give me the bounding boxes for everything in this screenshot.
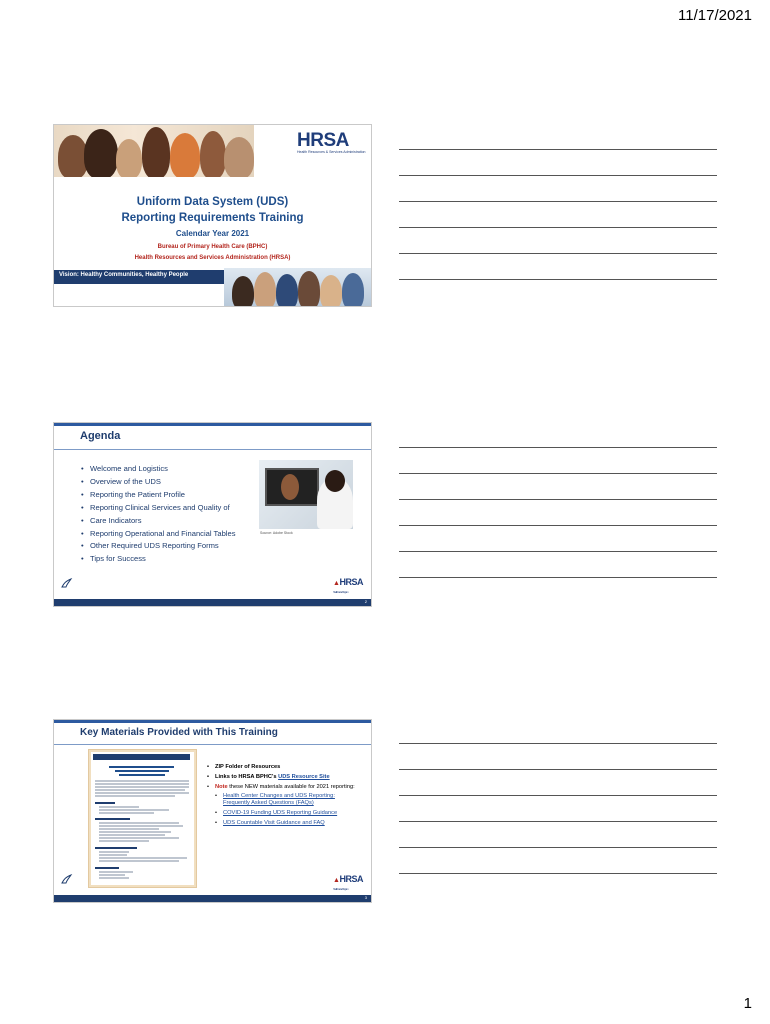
slide-1-title-line2: Reporting Requirements Training	[121, 212, 304, 224]
slide-3-key-materials	[53, 719, 372, 903]
page-number: 1	[743, 995, 752, 1012]
agenda-item: • Reporting Operational and Financial Tables	[81, 528, 236, 541]
materials-item: • Note these NEW materials available for 2021 reporting: • Health Center Changes and UDS Reporting: Frequently Asked Questions (FAQs) • COVID-19 Funding UDS Reporting Guidance • UDS Countable Visit Guidance and FAQ	[207, 784, 357, 827]
hrsa-logo: ▲HRSA Health Center Program	[333, 874, 363, 891]
faq-link[interactable]: Health Center Changes and UDS Reporting: Frequently Asked Questions (FAQs)	[223, 793, 335, 806]
agenda-item-continued: • Care Indicators	[81, 515, 236, 528]
slide-1-title	[53, 124, 372, 307]
hhs-eagle-icon	[61, 577, 73, 589]
slide-1-subtitle: Calendar Year 2021	[175, 229, 250, 238]
resource-document-thumbnail	[88, 749, 197, 888]
agenda-item: • Other Required UDS Reporting Forms	[81, 540, 236, 553]
vision-bar: Vision: Healthy Communities, Healthy People	[54, 270, 371, 284]
hhs-eagle-icon	[61, 873, 73, 885]
uds-resource-site-link[interactable]: UDS Resource Site	[278, 774, 330, 780]
print-date: 11/17/2021	[678, 7, 752, 24]
agenda-item: • Overview of the UDS	[81, 476, 236, 489]
header-photo-strip	[54, 125, 254, 177]
agenda-item: • Welcome and Logistics	[81, 463, 236, 476]
agenda-item: • Reporting Clinical Services and Quality of	[81, 502, 236, 515]
slide-1-title-line1: Uniform Data System (UDS)	[136, 196, 289, 208]
slide-number: 3	[364, 895, 367, 900]
slide-number: 2	[364, 599, 367, 604]
slide-1-org-line1: Bureau of Primary Health Care (BPHC)	[157, 244, 268, 250]
countable-visit-link[interactable]: UDS Countable Visit Guidance and FAQ	[223, 820, 325, 826]
hrsa-logo: ▲HRSA Health Center Program	[333, 577, 363, 594]
agenda-item: • Tips for Success	[81, 553, 236, 566]
materials-item: • Links to HRSA BPHC's UDS Resource Site	[207, 774, 357, 781]
slide-2-title: Agenda	[80, 430, 121, 442]
slide-3-title: Key Materials Provided with This Training	[80, 727, 278, 738]
materials-list	[207, 764, 357, 830]
agenda-list	[81, 463, 236, 566]
agenda-item: • Reporting the Patient Profile	[81, 489, 236, 502]
slide-1-org-line2: Health Resources and Services Administration (HRSA)	[134, 255, 291, 261]
telehealth-photo	[259, 460, 353, 529]
covid-guidance-link[interactable]: COVID-19 Funding UDS Reporting Guidance	[223, 810, 338, 816]
materials-item: • ZIP Folder of Resources	[207, 764, 357, 771]
photo-caption: Source: Adobe Stock	[260, 531, 293, 535]
footer-photo	[224, 268, 371, 306]
slide-2-agenda	[53, 422, 372, 607]
hrsa-logo: HRSA Health Resources & Services Administration	[297, 130, 366, 154]
